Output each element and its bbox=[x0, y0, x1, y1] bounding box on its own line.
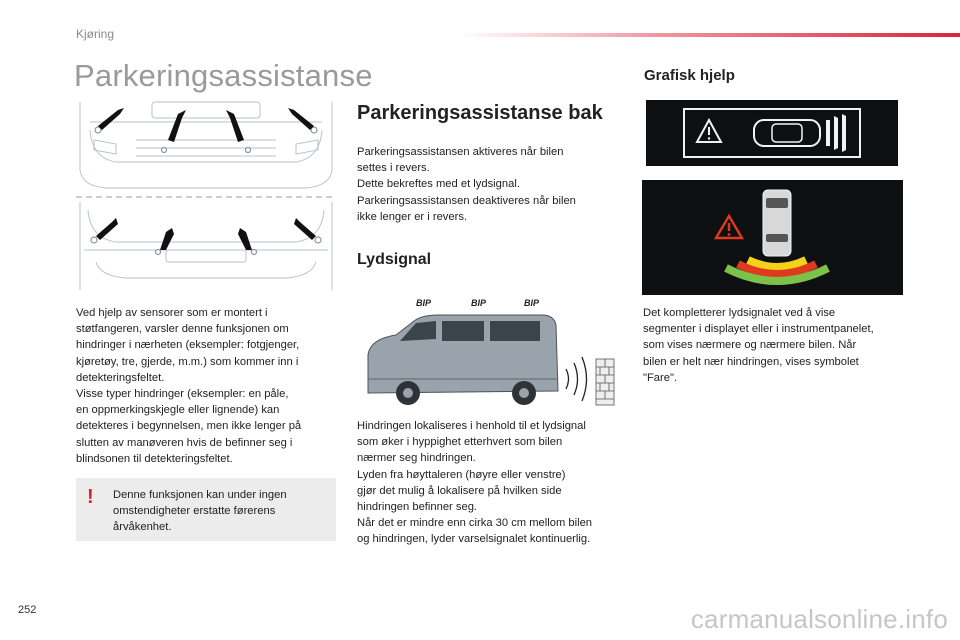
graphic-aid-heading: Grafisk hjelp bbox=[644, 67, 735, 84]
section-label: Kjøring bbox=[76, 27, 115, 41]
sound-signal-paragraph: Hindringen lokaliseres i henhold til et lydsignal som øker i hyppighet etterhvert som bilen nærmer seg hindringen. Lyden fra høyttaleren (høyre eller venstre) gjør det mulig å lokalisere på hvilken side hindringen befinner seg. Når det er mindre enn cirka 30 cm mellom bilen og hindringen, lyder varselsignalet kontinuerlig. bbox=[357, 420, 593, 546]
rear-assist-paragraph: Parkeringsassistansen aktiveres når bilen settes i revers. Dette bekreftes med et lydsignal. Parkeringsassistansen deaktiveres når bilen ikke lenger er i revers. bbox=[357, 146, 576, 223]
page-title: Parkeringsassistanse bbox=[74, 58, 373, 93]
graphic-aid-paragraph: Det kompletterer lydsignalet ved å vise segmenter i displayet eller i instrumentpanelet, som vises nærmere og nærmere bilen. Når bilen er helt nær hindringen, vises symbolet "Fare". bbox=[643, 307, 874, 384]
beep-label: BIP bbox=[524, 298, 540, 308]
sound-signal-heading: Lydsignal bbox=[357, 251, 432, 268]
warning-triangle-and-car-top-view bbox=[646, 100, 898, 166]
warning-text: Denne funksjonen kan under ingen omstendigheter erstatte førerens årvåkenhet. bbox=[113, 489, 287, 534]
warning-note bbox=[76, 478, 336, 541]
van-top-view-with-proximity-segments bbox=[642, 180, 903, 295]
page-number: 252 bbox=[18, 604, 37, 616]
watermark: carmanualsonline.info bbox=[690, 604, 948, 634]
bumper-sensors-illustration bbox=[76, 100, 336, 292]
rear-assist-heading: Parkeringsassistanse bak bbox=[357, 102, 603, 124]
header-accent-rule bbox=[460, 33, 960, 37]
intro-paragraph: Ved hjelp av sensorer som er montert i støtfangeren, varsler denne funksjonen om hindringer i nærheten (eksempler: fotgjenger, kjøretøy, tre, gjerde, m.m.) som kommer inn i detekteringsfeltet. Visse typer hindringer (eksempler: en påle, en oppmerkingskjegle eller lignende) kan detekteres i begynnelsen, men ikke lenger på slutten av manøveren hvis de befinner seg i blindsonen til detekteringsfeltet. bbox=[76, 307, 302, 465]
beep-label: BIP bbox=[416, 298, 432, 308]
warning-exclamation-icon: ! bbox=[87, 486, 94, 508]
beep-label: BIP bbox=[471, 298, 487, 308]
van-reversing-illustration bbox=[356, 293, 618, 413]
